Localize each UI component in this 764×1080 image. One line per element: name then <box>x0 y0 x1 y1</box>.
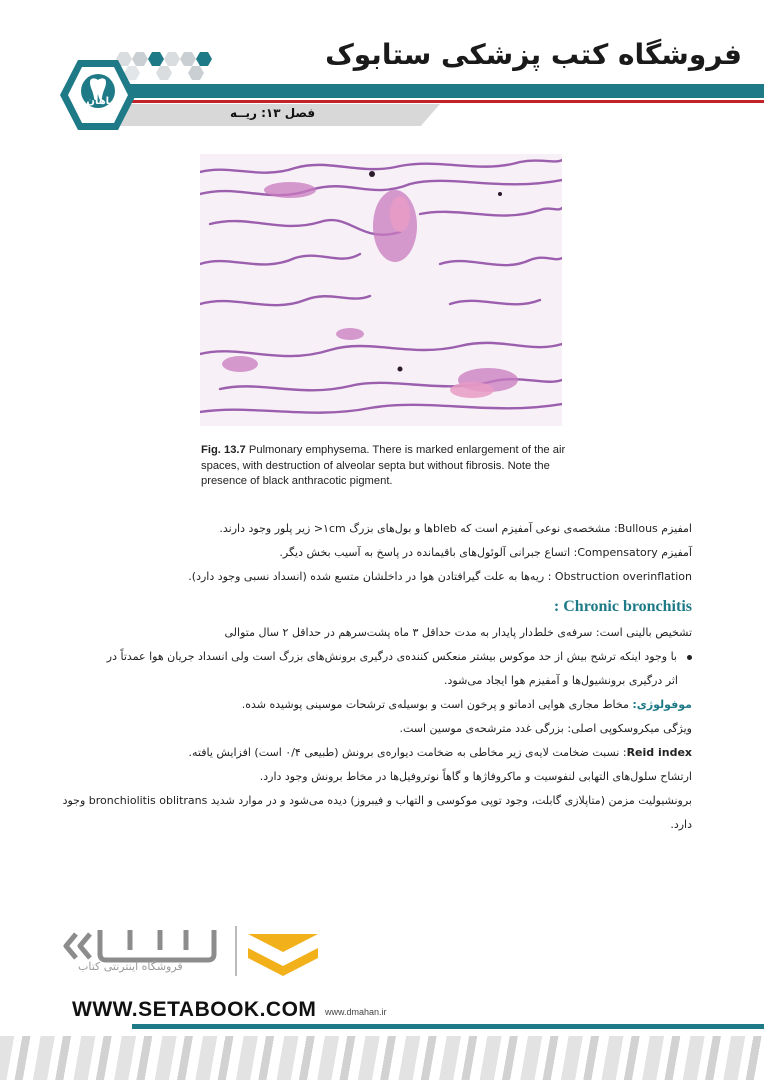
paragraph-compensatory: آمفیزم Compensatory: اتساع جبرانی آلوئول‌های باقیمانده در پاسخ به آسیب بخش دیگر. <box>279 546 692 559</box>
paragraph-obstruction: Obstruction overinflation : ریه‌ها به علت گیرافتادن هوا در داخلشان متسع شده (انسداد نسبی وجود دارد). <box>188 570 692 583</box>
footer-url <box>72 998 316 1022</box>
footer-site: www.dmahan.ir <box>325 1007 387 1017</box>
chapter-title: فصل ۱۳: ریــه <box>230 106 316 120</box>
paragraph-bronchiolitis-end: دارد. <box>670 818 692 831</box>
footer-band <box>132 1024 764 1029</box>
morphology-term: موفولوژی: <box>632 698 692 711</box>
figure-label: Fig. 13.7 <box>201 444 246 456</box>
bullet-item <box>107 650 692 663</box>
paragraph-diagnosis: تشخیص بالینی است: سرفه‌ی خلط‌دار پایدار به مدت حداقل ۳ ماه پشت‌سرهم در حداقل ۲ سال متوالی <box>224 626 692 639</box>
mahan-logo <box>58 58 138 132</box>
morphology-text: مخاط مجاری هوایی ادماتو و پرخون است و بوسیله‌ی ترشحات موسینی پوشیده شده. <box>241 698 633 711</box>
paragraph-morphology <box>242 698 692 711</box>
footer-url-text: WWW.SETABOOK.COM <box>72 998 317 1021</box>
paragraph-bullous: امفیزم Bullous: مشخصه‌ی نوعی آمفیزم است که blebها و بول‌های بزرگ ۱cm< زیر پلور وجود دارند. <box>219 522 692 535</box>
paragraph-bronchiolitis: برونشیولیت مزمن (متاپلازی گابلت، وجود توپی موکوسی و التهاب و فیبروز) دیده می‌شود و در موارد شدید bronchiolitis oblitrans وجود <box>62 794 692 807</box>
paragraph-microscopy: ویژگی میکروسکوپی اصلی: بزرگی غدد مترشحه‌ی موسین است. <box>399 722 692 735</box>
reid-term: Reid index <box>626 746 692 759</box>
header-band <box>118 84 764 98</box>
micrograph-image <box>200 154 562 426</box>
footer-stripes <box>0 1036 764 1080</box>
bullet-continuation: اثر درگیری برونشیول‌ها و آمفیزم هوا ایجاد می‌شود. <box>444 674 678 687</box>
bullet-text: با وجود اینکه ترشح بیش از حد موکوس بیشتر منعکس کننده‌ی درگیری برونش‌های بزرگ است ولی انسداد جریان هوا عمدتاً در <box>106 650 677 663</box>
brand-subtitle: فروشگاه اینترنتی کتاب <box>78 960 183 973</box>
paragraph-reid-index <box>189 746 692 759</box>
bullet-dot <box>687 655 692 660</box>
section-heading: Chronic bronchitis : <box>553 598 692 615</box>
store-title: فروشگاه کتب پزشکی ستابوک <box>325 38 742 71</box>
figure-caption-text: Pulmonary emphysema. There is marked enlargement of the air spaces, with destruction of alveolar septa but without fibrosis. Note the presence of black anthracotic pigment. <box>201 444 566 487</box>
figure-caption <box>201 443 581 490</box>
setabook-logo <box>60 920 330 990</box>
paragraph-infiltration: ارتشاح سلول‌های التهابی لنفوسیت و ماکروفاژها و گاهاً نوتروفیل‌ها در مخاط برونش وجود دارد. <box>259 770 692 783</box>
logo-name: ماهان <box>86 96 116 107</box>
header-red-line <box>132 100 764 103</box>
reid-text: : نسبت ضخامت لایه‌ی زیر مخاطی به ضخامت دیواره‌ی برونش (طبیعی ۰/۴ است) افزایش یافته. <box>188 746 627 759</box>
